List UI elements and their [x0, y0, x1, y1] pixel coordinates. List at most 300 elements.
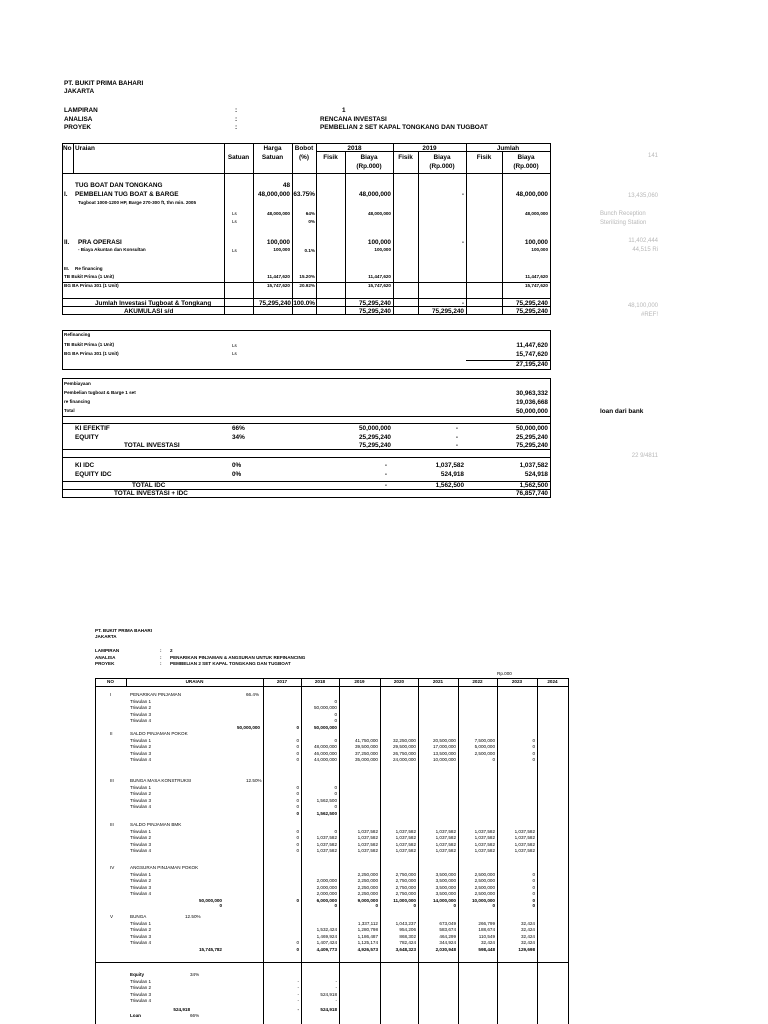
table-cell: 1,037,582 — [357, 841, 378, 847]
table-cell: 10,000,000 — [472, 897, 495, 903]
table-cell: 2,250,000 — [357, 878, 378, 883]
table-cell: 110,549 — [478, 933, 495, 939]
col-rp: (Rp.000) — [429, 163, 455, 170]
cell: 48,000,000 — [359, 191, 391, 198]
meta-sep: : — [235, 124, 238, 131]
table-cell: 1,037,582 — [316, 835, 337, 840]
table-cell: - — [297, 1006, 299, 1012]
table-cell: 0 — [532, 884, 535, 890]
table-cell: 7,500,000 — [474, 737, 495, 743]
table-cell: 0 — [296, 797, 299, 803]
table-cell: Triwulan 3 — [130, 884, 152, 890]
table-cell: 32,424 — [480, 940, 495, 945]
table-cell: Triwulan 4 — [130, 804, 152, 809]
cell: 1,562,500 — [519, 482, 548, 489]
cell: - — [455, 425, 458, 432]
table-cell: 0 — [296, 804, 299, 809]
col-fisik: Fisik — [476, 154, 492, 161]
table-cell: 3,500,000 — [435, 884, 456, 890]
row-label: PEMBELIAN TUG BOAT & BARGE — [75, 191, 179, 198]
col-biaya: Biaya — [360, 154, 378, 161]
table-cell: - — [335, 998, 337, 1003]
ki-idc-label: KI IDC — [75, 462, 95, 469]
meta-value: 2 — [170, 648, 173, 653]
pembiayaan-item: Pembelian tugboat & Barge 1 set — [64, 390, 136, 395]
col-2018: 2018 — [347, 145, 362, 152]
table-cell: II — [110, 731, 113, 736]
table-cell: BUNGA — [130, 914, 147, 919]
row-no: II. — [64, 239, 70, 246]
table-cell: 524,918 — [320, 991, 337, 997]
table-cell: - — [335, 978, 337, 984]
cell: 63.75% — [293, 191, 315, 198]
col-2019: 2019 — [422, 145, 437, 152]
table-cell: IV — [110, 865, 115, 870]
table-cell: 782,424 — [399, 940, 416, 945]
col-header: 2021 — [432, 679, 444, 684]
cell: 1,562,500 — [435, 482, 464, 489]
table-cell: 1,037,582 — [395, 835, 416, 840]
table-cell: - — [297, 985, 299, 990]
table-cell: 0 — [492, 903, 495, 908]
table-cell: - — [297, 998, 299, 1003]
table-cell: Triwulan 4 — [130, 848, 152, 853]
overflow-text: 11,402,444 — [628, 238, 658, 244]
table-cell: 2,250,000 — [357, 871, 378, 877]
table-cell: 0 — [413, 903, 416, 908]
cell: - — [461, 239, 464, 246]
cell: 48,000,000 — [525, 211, 548, 216]
col-harga-satuan: Satuan — [261, 154, 284, 161]
meta-value: 1 — [342, 107, 346, 114]
table-cell: 524,918 — [173, 1006, 190, 1012]
table-cell: 2,500,000 — [474, 878, 495, 883]
table-cell: 11,000,000 — [393, 897, 416, 903]
overflow-text: 141 — [647, 153, 658, 159]
table-cell: 14,000,000 — [433, 897, 456, 903]
col-header: 2017 — [276, 679, 288, 684]
table-cell: 2,500,000 — [474, 750, 495, 756]
row-label: Re financing — [75, 266, 103, 271]
cell: 75,295,240 — [516, 308, 548, 315]
table-cell: 2,250,000 — [357, 891, 378, 896]
table-cell: 9,000,000 — [357, 897, 378, 903]
table-cell: 0 — [375, 903, 378, 908]
cell: 50,000,000 — [516, 425, 548, 432]
table-cell: 1,037,582 — [357, 828, 378, 834]
cell: 48,000,000 — [267, 211, 290, 216]
table-cell: 4,409,773 — [316, 946, 337, 952]
table-cell: 15,745,782 — [199, 946, 222, 952]
col-biaya: Biaya — [433, 154, 451, 161]
meta-label: LAMPIRAN — [64, 107, 98, 114]
table-cell: 1,532,424 — [316, 927, 337, 932]
company-name: PT. BUKIT PRIMA BAHARI — [95, 628, 152, 633]
table-cell: 50,000,000 — [237, 724, 260, 730]
meta-value: PENARIKAN PINJAMAN & ANGSURAN UNTUK REFINANCING — [170, 655, 306, 660]
col-uraian: Uraian — [75, 145, 95, 152]
cell: 0.1% — [304, 248, 315, 253]
table-cell: III — [110, 822, 114, 827]
akumulasi-label: AKUMULASI s/d — [124, 308, 174, 315]
cell: 0% — [232, 462, 242, 469]
table-cell: 1,469,924 — [316, 933, 337, 939]
table-cell: 41,750,000 — [355, 737, 378, 743]
col-header: 2019 — [354, 679, 365, 684]
table-cell: 13,500,000 — [433, 750, 456, 756]
cell: 0% — [232, 471, 242, 478]
table-cell: 1,037,582 — [435, 828, 456, 834]
table-cell: 0 — [532, 744, 535, 749]
row-no: I. — [64, 191, 68, 198]
cell: 11,447,620 — [368, 274, 391, 279]
pembiayaan-item: Total — [64, 408, 75, 413]
table-cell: 50,000,000 — [314, 724, 337, 730]
cell: 34% — [232, 434, 245, 441]
table-cell: 129,698 — [518, 946, 535, 952]
col-header: 2023 — [511, 679, 523, 684]
table-cell: 464,299 — [439, 933, 456, 939]
table-cell: 0 — [492, 757, 495, 762]
table-cell: 2,500,000 — [474, 871, 495, 877]
table-cell: 954,206 — [399, 927, 416, 932]
cell: 100,000 — [367, 239, 391, 246]
refin-item: TB Bukit Prima (1 Unit) — [64, 342, 115, 347]
table-cell: 0 — [532, 897, 535, 903]
table-cell: 0 — [296, 784, 299, 790]
row-label: TUG BOAT DAN TONGKANG — [75, 182, 163, 189]
table-cell: 583,674 — [439, 927, 456, 932]
table-cell: SALDO PINJAMAN POKOK — [130, 731, 188, 736]
table-cell: 34% — [190, 972, 200, 977]
cell: Ls — [232, 219, 237, 224]
col-jumlah: Jumlah — [496, 145, 520, 152]
row-spec: Tugboat 1000-1200 HP, Barge 270-300 ft, thn min. 2005 — [78, 200, 197, 205]
table-cell: 0 — [334, 784, 337, 790]
cell: 19,036,668 — [516, 399, 548, 406]
cell: - — [384, 462, 387, 469]
meta-label: PROYEK — [95, 661, 115, 666]
cell: 75,295,240 — [359, 442, 391, 449]
refin-item: BG BA Prima 301 (1 Unit) — [64, 351, 119, 356]
table-cell: 0 — [532, 878, 535, 883]
table-cell: 66% — [190, 1013, 200, 1018]
col-header: NO — [107, 679, 114, 684]
table-cell: Triwulan 2 — [130, 705, 152, 710]
table-cell: 2,000,000 — [316, 878, 337, 883]
table-cell: Triwulan 1 — [130, 871, 152, 877]
meta-value: PEMBELIAN 2 SET KAPAL TONGKANG DAN TUGBOAT — [320, 124, 488, 131]
table-cell: 0 — [532, 871, 535, 877]
table-cell: 0 — [532, 903, 535, 908]
table-cell: Triwulan 3 — [130, 933, 152, 939]
col-header: 2020 — [393, 679, 405, 684]
table-cell: Triwulan 3 — [130, 797, 152, 803]
table-cell: Triwulan 1 — [130, 784, 152, 790]
table-cell: 1,337,112 — [357, 920, 378, 926]
col-fisik: Fisik — [398, 154, 413, 161]
total-label: Jumlah Investasi Tugboat & Tongkang — [95, 300, 212, 307]
table-cell: 3,648,323 — [395, 946, 416, 952]
cell: 15,747,620 — [368, 283, 391, 288]
table-cell: 4,926,573 — [357, 946, 378, 952]
cell: 25,295,240 — [359, 434, 391, 441]
table-cell: Triwulan 4 — [130, 940, 152, 945]
col-rp: (Rp.000) — [513, 163, 539, 170]
row-label: TB Bukit Prima (1 Unit) — [64, 274, 115, 279]
row-no: III. — [64, 266, 70, 271]
table-cell: Triwulan 3 — [130, 711, 152, 717]
cell: 75,295,240 — [359, 300, 391, 307]
table-cell: - — [335, 985, 337, 990]
cell: Ls — [232, 248, 237, 253]
table-cell: 32,424 — [520, 940, 535, 945]
cell: 50,000,000 — [359, 425, 391, 432]
col-rp: (Rp.000) — [356, 163, 382, 170]
cell: 100,000 — [266, 239, 290, 246]
table-cell: 17,000,000 — [433, 744, 456, 749]
cell: Ls — [232, 351, 237, 356]
table-cell: Triwulan 4 — [130, 757, 152, 762]
total-idc-label: TOTAL IDC — [132, 482, 166, 489]
table-cell: 0 — [296, 744, 299, 749]
table-cell: 1,407,424 — [316, 940, 337, 945]
table-cell: 0 — [334, 718, 337, 723]
table-cell: 266,799 — [478, 920, 495, 926]
table-cell: 1,037,582 — [316, 848, 337, 853]
table-cell: 2,750,000 — [395, 871, 416, 877]
table-cell: 0 — [296, 848, 299, 853]
meta-sep: : — [160, 648, 162, 653]
cell: Ls — [232, 211, 237, 216]
overflow-text: #REF! — [640, 312, 658, 318]
table-cell: 1,125,174 — [357, 940, 378, 945]
table-cell: 1,037,582 — [435, 848, 456, 853]
table-cell: 673,049 — [439, 920, 456, 926]
table-cell: 50,000,000 — [314, 705, 337, 710]
cell: - — [461, 191, 464, 198]
cell: 64% — [305, 211, 315, 216]
table-cell: 188,674 — [478, 927, 495, 932]
refin-title: Refinancing — [64, 332, 91, 337]
table-cell: 20,500,000 — [433, 737, 456, 743]
col-biaya: Biaya — [517, 154, 535, 161]
table-cell: 2,750,000 — [395, 878, 416, 883]
cell: 1,037,582 — [519, 462, 548, 469]
table-cell: 1,037,582 — [395, 848, 416, 853]
cell: 15.20% — [299, 274, 315, 279]
col-header: 2024 — [547, 679, 558, 684]
table-cell: - — [297, 978, 299, 984]
table-cell: Triwulan 1 — [130, 828, 152, 834]
cell: 75,295,240 — [259, 300, 291, 307]
table-cell: 1,037,582 — [435, 835, 456, 840]
table-cell: 2,500,000 — [474, 891, 495, 896]
table-cell: 1,037,582 — [357, 848, 378, 853]
cell: - — [384, 482, 387, 489]
table-cell: 2,000,000 — [316, 891, 337, 896]
meta-value: RENCANA INVESTASI — [320, 116, 387, 123]
col-no: No — [63, 145, 72, 152]
table-cell: 50,000,000 — [199, 897, 222, 903]
cell: 50,000,000 — [516, 408, 548, 415]
table-cell: 1,037,582 — [514, 835, 535, 840]
table-cell: 868,302 — [399, 933, 416, 939]
table-cell: 3,500,000 — [435, 878, 456, 883]
row-label: PRA OPERASI — [78, 239, 122, 246]
loan-note: loan dari bank — [600, 408, 644, 415]
table-cell: ANGSURAN PINJAMAN POKOK — [130, 865, 199, 870]
table-cell: Triwulan 1 — [130, 698, 152, 704]
table-cell: - — [297, 991, 299, 997]
table-cell: 1,037,582 — [435, 841, 456, 847]
table-cell: 6,000,000 — [316, 897, 337, 903]
cell: 100,000 — [524, 239, 548, 246]
table-cell: 0 — [532, 750, 535, 756]
table-cell: 29,500,000 — [393, 744, 416, 749]
table-cell: Triwulan 3 — [130, 991, 152, 997]
total-investasi-label: TOTAL INVESTASI — [124, 442, 180, 449]
cell: 100,000 — [374, 247, 391, 252]
table-cell: Triwulan 2 — [130, 985, 152, 990]
table-cell: Equity — [130, 972, 145, 977]
table-cell: 1,562,500 — [316, 797, 337, 803]
company-city: JAKARTA — [64, 88, 95, 95]
table-cell: 1,037,582 — [514, 848, 535, 853]
company-name: PT. BUKIT PRIMA BAHARI — [64, 80, 144, 87]
table-cell: Triwulan 1 — [130, 978, 152, 984]
cell: - — [384, 471, 387, 478]
col-harga: Harga — [263, 145, 282, 152]
cell: 27,195,240 — [516, 361, 548, 368]
cell: 48,000,000 — [368, 211, 391, 216]
table-cell: Triwulan 2 — [130, 744, 152, 749]
table-cell: 1,037,582 — [474, 835, 495, 840]
table-cell: 0 — [334, 737, 337, 743]
table-cell: 0 — [532, 891, 535, 896]
cell: 48,000,000 — [258, 191, 290, 198]
table-cell: 524,918 — [320, 1006, 337, 1012]
table-cell: Triwulan 3 — [130, 841, 152, 847]
pembiayaan-item: re financing — [64, 399, 91, 404]
table-cell: 37,250,000 — [355, 750, 378, 756]
table-cell: Triwulan 2 — [130, 791, 152, 796]
pembiayaan-title: Pembiayaan — [64, 381, 91, 386]
table-cell: 12.50% — [246, 778, 262, 783]
table-cell: 2,750,000 — [395, 884, 416, 890]
table-cell: 0 — [296, 835, 299, 840]
ki-label: KI EFEKTIF — [75, 425, 110, 432]
meta-sep: : — [235, 107, 238, 114]
table-cell: 1,562,500 — [316, 810, 337, 816]
table-cell: 2,250,000 — [357, 884, 378, 890]
meta-label: PROYEK — [64, 124, 91, 131]
table-cell: 3,500,000 — [435, 871, 456, 877]
table-cell: BUNGA MASA KONSTRUKSI — [130, 778, 192, 783]
equity-idc-label: EQUITY IDC — [75, 471, 112, 478]
table-cell: 32,424 — [520, 920, 535, 926]
cell: 100.0% — [293, 300, 315, 307]
table-cell: III — [110, 778, 114, 783]
table-cell: 2,000,000 — [316, 884, 337, 890]
overflow-text: 44,515 Ri — [632, 247, 658, 253]
table-cell: 1,037,582 — [357, 835, 378, 840]
table-cell: 0 — [219, 903, 222, 908]
col-header: URAIAN — [185, 679, 204, 684]
company-city: JAKARTA — [95, 634, 117, 639]
table-cell: 0 — [334, 711, 337, 717]
table-cell: PENARIKAN PINJAMAN — [130, 692, 182, 697]
col-header: 2022 — [472, 679, 483, 684]
table-cell: 1,043,237 — [395, 920, 416, 926]
table-cell: 1,037,582 — [514, 828, 535, 834]
table-cell: 0 — [453, 903, 456, 908]
table-cell: I — [110, 692, 112, 697]
cell: 76,857,740 — [516, 490, 548, 497]
cell: 20.92% — [299, 283, 315, 288]
cell: 66% — [232, 425, 245, 432]
cell: 48 — [282, 182, 290, 189]
table-cell: 0 — [296, 810, 299, 816]
table-cell: 0 — [296, 897, 299, 903]
overflow-text: Sterilizing Station — [600, 220, 647, 226]
table-cell: 0 — [532, 737, 535, 743]
table-cell: Loan — [130, 1013, 141, 1018]
meta-label: ANALISA — [64, 116, 93, 123]
table-cell: 0 — [296, 737, 299, 743]
table-cell: Triwulan 2 — [130, 835, 152, 840]
table-cell: 46,000,000 — [314, 750, 337, 756]
table-cell: 0 — [532, 757, 535, 762]
table-cell: 344,924 — [439, 940, 456, 945]
col-header: 2018 — [314, 679, 326, 684]
meta-label: ANALISA — [95, 655, 116, 660]
table-cell: 2,030,948 — [435, 946, 456, 952]
table-cell: 1,037,582 — [474, 848, 495, 853]
table-cell: 0 — [334, 903, 337, 908]
table-cell: 0 — [296, 940, 299, 945]
col-satuan: Satuan — [227, 154, 250, 161]
total-investasi-idc-label: TOTAL INVESTASI + IDC — [114, 490, 188, 497]
cell: 48,000,000 — [516, 191, 548, 198]
table-cell: 3,500,000 — [435, 891, 456, 896]
cell: 1,037,582 — [435, 462, 464, 469]
table-cell: 48,000,000 — [314, 744, 337, 749]
cell: 75,295,240 — [516, 300, 548, 307]
table-cell: 2,750,000 — [395, 891, 416, 896]
table-cell: 0 — [334, 804, 337, 809]
table-cell: Triwulan 2 — [130, 878, 152, 883]
table-cell: Triwulan 3 — [130, 750, 152, 756]
cell: - — [455, 434, 458, 441]
row-label: BG BA Prima 301 (1 Unit) — [64, 283, 119, 288]
cell: 15,747,620 — [267, 283, 290, 288]
table-cell: 1,037,582 — [316, 841, 337, 847]
cell: 75,295,240 — [432, 308, 464, 315]
table-cell: 10,000,000 — [433, 757, 456, 762]
table-cell: 5,000,000 — [474, 744, 495, 749]
table-cell: Triwulan 1 — [130, 920, 152, 926]
table-cell: 26,750,000 — [393, 750, 416, 756]
table-cell: 1,186,487 — [357, 933, 378, 939]
table-cell: 66.4% — [246, 692, 260, 697]
cell: 11,447,620 — [525, 274, 548, 279]
cell: 15,747,620 — [516, 351, 548, 358]
cell: 11,447,620 — [267, 274, 290, 279]
table-cell: 1,280,798 — [357, 927, 378, 932]
equity-label: EQUITY — [75, 434, 99, 441]
table-cell: 35,000,000 — [355, 757, 378, 762]
